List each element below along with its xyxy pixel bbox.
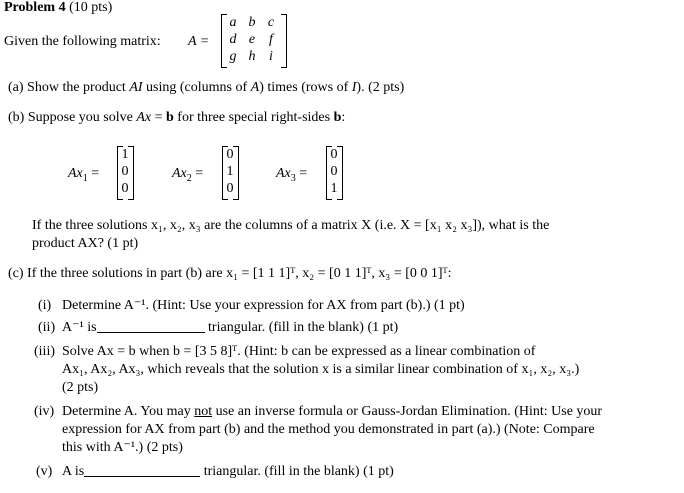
part-a-label: (a) [8, 80, 24, 95]
eq-sign: = [299, 166, 308, 181]
eq-lhs: Ax [172, 166, 187, 181]
part-c-ii-pre: A⁻¹ is [62, 320, 97, 335]
eq-lhs: Ax [68, 166, 83, 181]
problem-title-text: Problem 4 [4, 0, 66, 15]
part-c-ii-post: triangular. (fill in the blank) (1 pt) [208, 320, 399, 335]
part-c-v-label: (v) [36, 464, 53, 479]
part-b-math: b [166, 110, 174, 125]
matrix-cell: g [229, 49, 237, 64]
intro-text: Given the following matrix: [4, 34, 161, 49]
part-c-iv-text: use an inverse formula or Gauss-Jordan Elimination. (Hint: Use your [212, 404, 603, 419]
eq-lhs: Ax [276, 166, 291, 181]
part-c-iv-underlined: not [194, 404, 213, 419]
part-c-iii-line1: Solve Ax = b when b = [3 5 8]ᵀ. (Hint: b can be expressed as a linear combination of [62, 344, 536, 359]
vec-cell: 0 [121, 181, 129, 196]
vec-cell: 1 [330, 181, 338, 196]
matrix-cell: b [248, 15, 256, 30]
part-c-ii-text [62, 320, 398, 337]
matrix-cell: a [229, 15, 237, 30]
part-a-text: ) times (rows of [259, 80, 352, 95]
part-c-i-label: (i) [38, 298, 52, 313]
part-b-label: (b) [8, 110, 25, 125]
eq-sub: 1 [82, 172, 88, 184]
part-b [8, 110, 345, 127]
part-b-text: Suppose you solve [27, 110, 137, 125]
matrix-cell: i [269, 49, 273, 64]
eq-sign: = [91, 166, 100, 181]
matrix-cell: f [269, 32, 273, 47]
matrix-cell: e [248, 32, 256, 47]
part-c-v-text [62, 464, 394, 481]
matrix-lhs: A = [188, 34, 210, 49]
part-c-iv-text: Determine A. You may [62, 404, 195, 419]
part-b-text: = [151, 110, 166, 125]
part-a-math: A [250, 80, 260, 95]
part-c-iii-line3: (2 pts) [62, 380, 99, 395]
part-a-math: AI [129, 80, 143, 95]
part-a [8, 80, 404, 97]
part-a-math: I [351, 80, 357, 95]
part-b-question-line2: product AX? (1 pt) [32, 236, 139, 251]
part-b-math: b [333, 110, 342, 125]
part-c-label: (c) [8, 266, 24, 281]
matrix-cell: h [248, 49, 256, 64]
part-c-iv-line3: this with A⁻¹.) (2 pts) [62, 440, 183, 455]
part-b-question-line1: If the three solutions x₁, x₂, x₃ are the columns of a matrix X (i.e. X = [x₁ x₂ x₃]), what is the [32, 218, 550, 233]
vec-cell: 1 [226, 164, 234, 179]
vec-cell: 0 [330, 147, 338, 162]
matrix-cell: d [229, 32, 237, 47]
part-c-ii-label: (ii) [38, 320, 56, 335]
vec-cell: 1 [121, 147, 129, 162]
part-c [8, 266, 452, 283]
part-c-iv-label: (iv) [34, 404, 55, 419]
problem-points: (10 pts) [69, 0, 113, 15]
part-c-text: If the three solutions in part (b) are x₁ = [1 1 1]ᵀ, x₂ = [0 1 1]ᵀ, x₃ = [0 0 1]ᵀ: [27, 266, 452, 281]
problem-title [4, 0, 112, 17]
matrix-right-bracket [281, 14, 287, 68]
part-c-i-text: Determine A⁻¹. (Hint: Use your expression for AX from part (b).) (1 pt) [62, 298, 465, 313]
vec-cell: 0 [330, 164, 338, 179]
vec-cell: 0 [121, 164, 129, 179]
vec-cell: 0 [226, 181, 234, 196]
eq-sign: = [195, 166, 204, 181]
eq-sub: 2 [186, 172, 192, 184]
part-a-text: ). (2 pts) [356, 80, 405, 95]
vec-cell: 0 [226, 147, 234, 162]
part-c-iv-line1 [62, 404, 602, 421]
part-b-math: Ax [136, 110, 152, 125]
part-b-text: for three special right-sides [173, 110, 334, 125]
matrix-cell: c [267, 15, 275, 30]
fill-in-blank[interactable] [97, 320, 205, 333]
part-c-iii-line2: Ax₁, Ax₂, Ax₃, which reveals that the solution x is a similar linear combination of x₁, x₂, x₃.) [62, 362, 580, 377]
part-c-v-post: triangular. (fill in the blank) (1 pt) [203, 464, 394, 479]
part-c-iv-line2: expression for AX from part (b) and the method you demonstrated in part (a).) (Note: Compare [62, 422, 595, 437]
part-b-text: : [341, 110, 346, 125]
part-c-v-pre: A is [62, 464, 85, 479]
part-a-text: using (columns of [142, 80, 251, 95]
part-a-text: Show the product [27, 80, 130, 95]
fill-in-blank[interactable] [84, 464, 200, 477]
eq-sub: 3 [290, 172, 296, 184]
part-c-iii-label: (iii) [34, 344, 55, 359]
